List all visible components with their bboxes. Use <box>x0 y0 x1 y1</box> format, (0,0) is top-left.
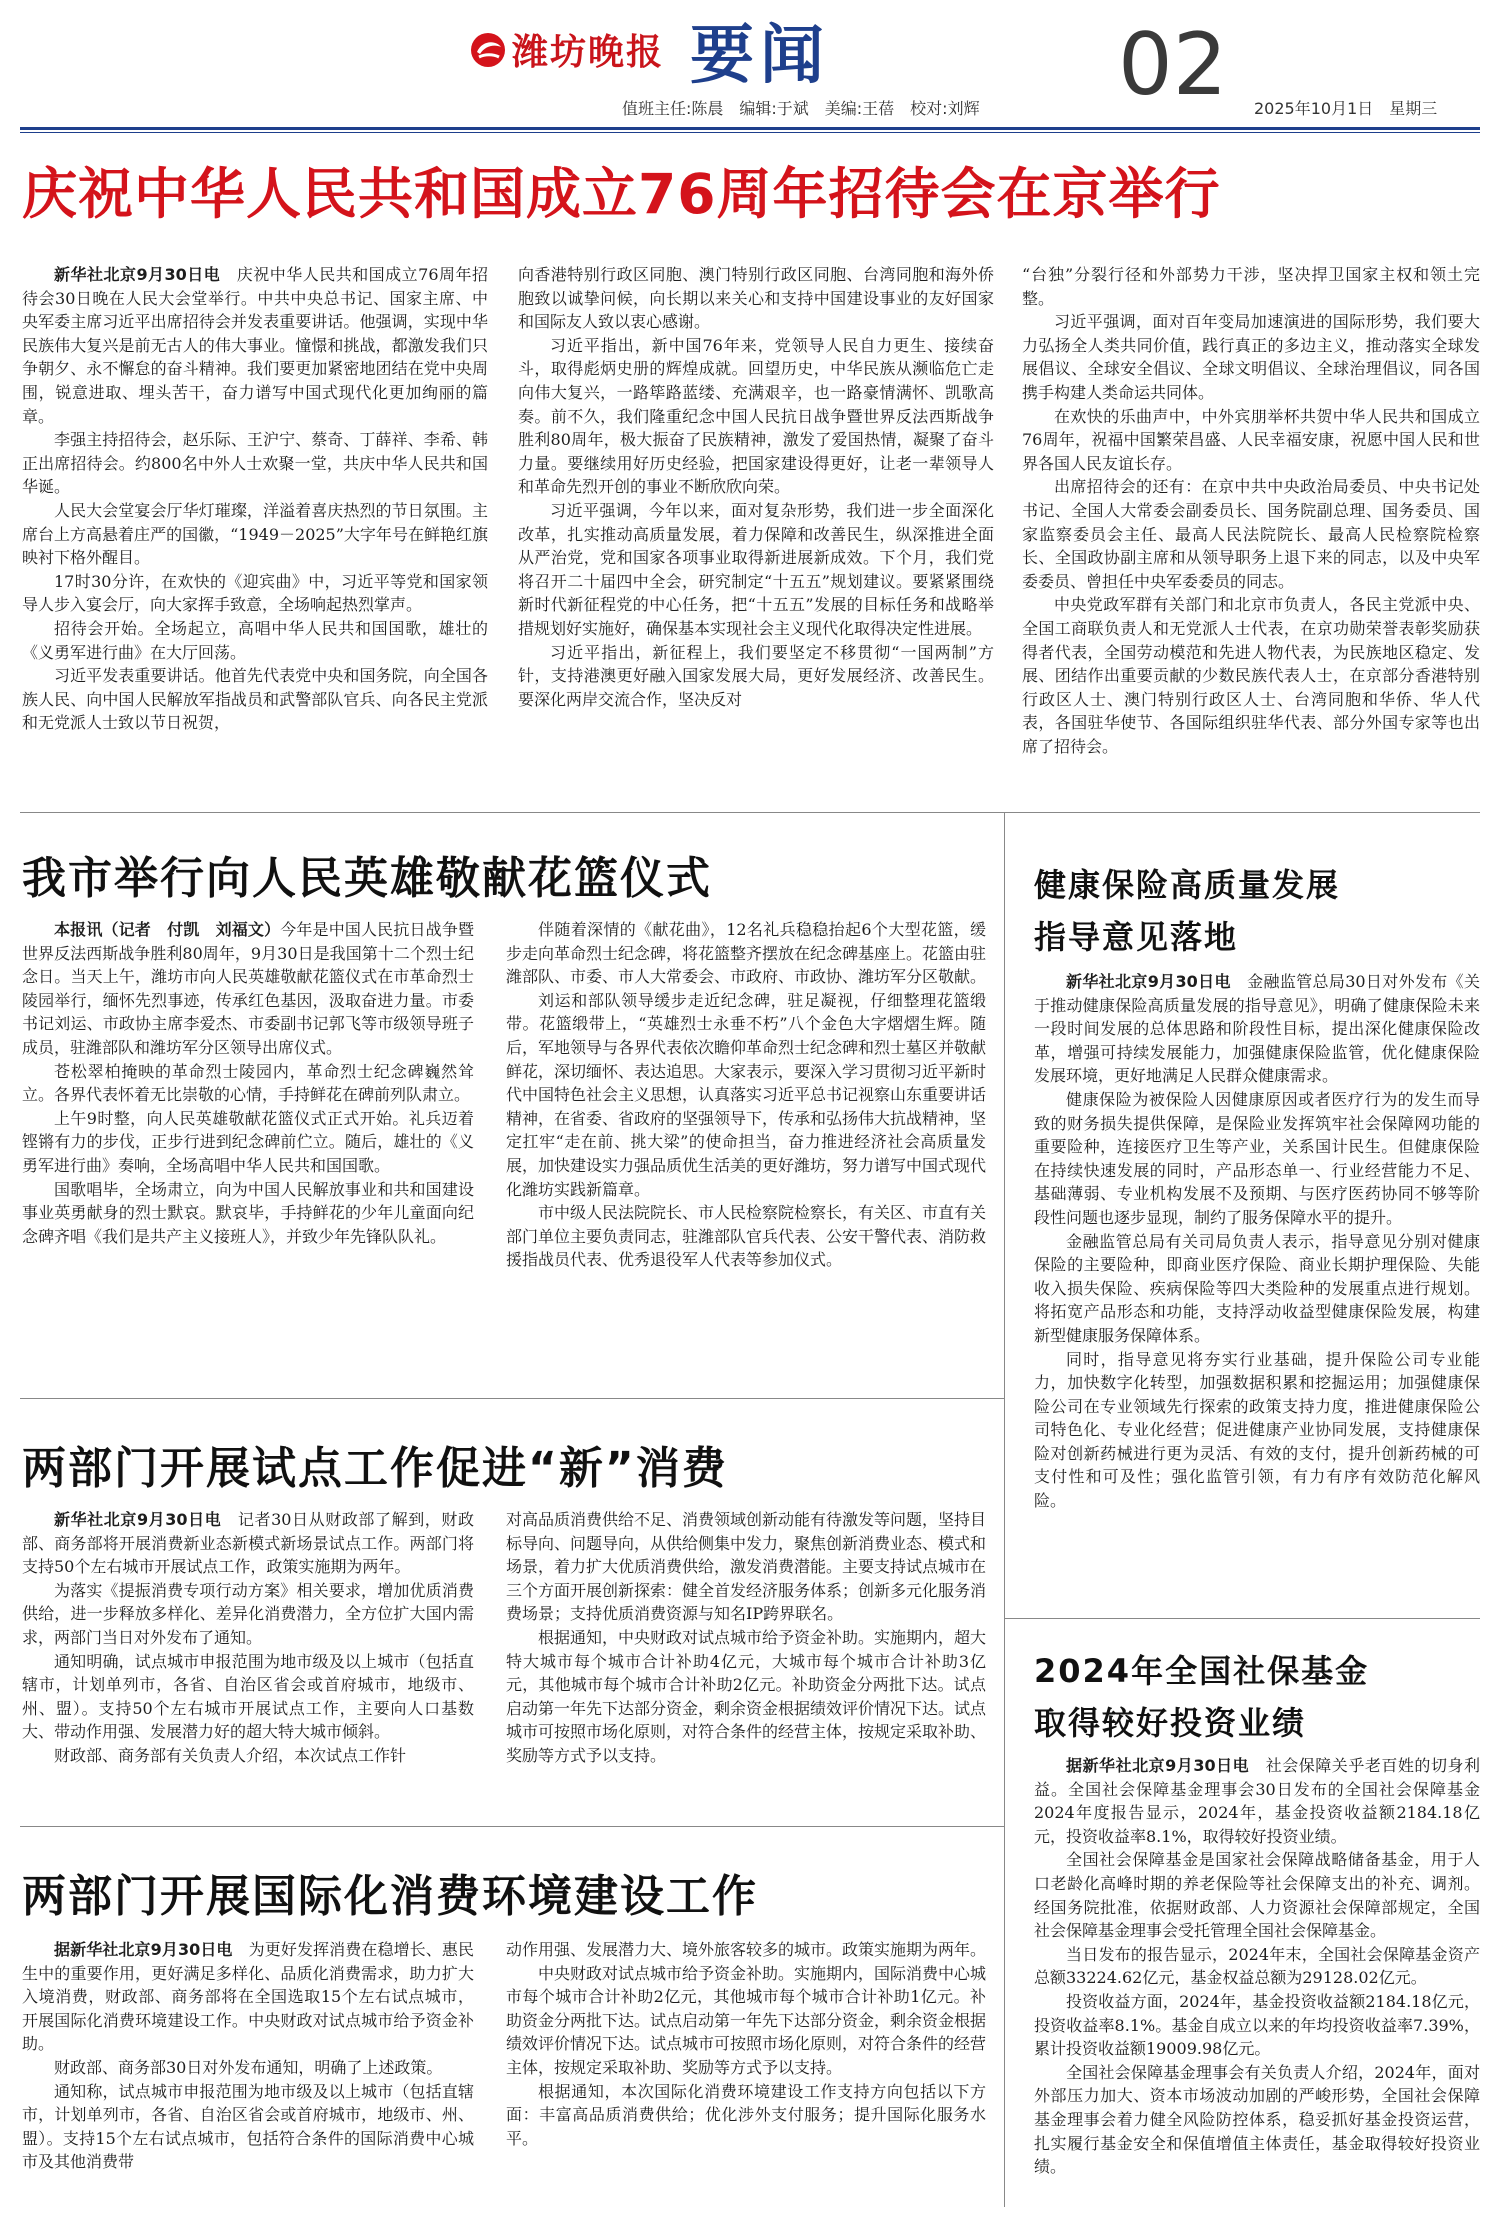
article4-paragraph: 动作用强、发展潜力大、境外旅客较多的城市。政策实施期为两年。 <box>506 1940 986 1959</box>
article6-body <box>1034 1754 1480 2208</box>
article3-paragraph: 为落实《提振消费专项行动方案》相关要求，增加优质消费供给，进一步释放多样化、差异化消费潜力，全方位扩大国内需求，两部门当日对外发布了通知。 <box>22 1580 474 1647</box>
article2-paragraph: 刘运和部队领导缓步走近纪念碑，驻足凝视，仔细整理花篮缎带。花篮缎带上，“英雄烈士永垂不朽”八个金色大字熠熠生辉。随后，军地领导与各界代表依次瞻仰革命烈士纪念碑和烈士墓区并敬献鲜花，深切缅怀、表达追思。大家表示，要深入学习贯彻习近平新时代中国特色社会主义思想，认真落实习近平总书记视察山东重要讲话精神，在省委、省政府的坚强领导下，传承和弘扬伟大抗战精神，坚定扛牢“走在前、挑大梁”的使命担当，奋力推进经济社会高质量发展，加快建设实力强品质优生活美的更好潍坊，努力谱写中国式现代化潍坊实践新篇章。 <box>506 990 986 1199</box>
article1-col3 <box>1022 263 1480 803</box>
article1-paragraph: 习近平指出，新中国76年来，党领导人民自力更生、接续奋斗，取得彪炳史册的辉煌成就。回望历史，中华民族从濒临危亡走向伟大复兴，一路筚路蓝缕、充满艰辛，也一路豪情满怀、凯歌高奏。前不久，我们隆重纪念中国人民抗日战争暨世界反法西斯战争胜利80周年，极大振奋了民族精神，激发了爱国热情，凝聚了奋斗力量。要继续用好历史经验，把国家建设得更好，让老一辈领导人和革命先烈开创的事业不断欣欣向荣。 <box>518 335 994 497</box>
article4-paragraph: 根据通知，本次国际化消费环境建设工作支持方向包括以下方面：丰富高品质消费供给；优化涉外支付服务；提升国际化服务水平。 <box>506 2081 986 2148</box>
article1-paragraph: “台独”分裂行径和外部势力干涉，坚决捍卫国家主权和领土完整。 <box>1022 265 1480 308</box>
column-divider <box>1004 812 1005 2207</box>
article4-paragraph: 通知称，试点城市申报范围为地市级及以上城市（包括直辖市，计划单列市，各省、自治区省会或首府城市，地级市、州、盟）。支持15个左右试点城市，包括符合条件的国际消费中心城市及其他消费带 <box>22 2081 474 2172</box>
article6-paragraph: 据新华社北京9月30日电 社会保障关乎老百姓的切身利益。全国社会保障基金理事会30日发布的全国社会保障基金2024年度报告显示，2024年，基金投资收益额2184.18亿元，投资收益率8.1%，取得较好投资业绩。 <box>1034 1756 1480 1846</box>
article5-body <box>1034 970 1480 1630</box>
section-divider <box>20 1826 1004 1827</box>
article5-headline-line1: 健康保险高质量发展 <box>1034 866 1341 904</box>
page-number: 02 <box>1118 15 1228 115</box>
article5-paragraph: 同时，指导意见将夯实行业基础，提升保险公司专业能力，加快数字化转型，加强数据积累和挖掘运用；加强健康保险公司在专业领域先行探索的政策支持力度，推进健康保险公司特色化、专业化经营；促进健康产业协同发展，支持健康保险对创新药械进行更为灵活、有效的支付，提升创新药械的可支付性和可及性；强化监管引领，有力有序有效防范化解风险。 <box>1034 1349 1480 1511</box>
article6-paragraph: 全国社会保障基金理事会有关负责人介绍，2024年，面对外部压力加大、资本市场波动加剧的严峻形势，全国社会保障基金理事会着力健全风险防控体系，稳妥抓好基金投资运营，扎实履行基金安全和保值增值主体责任，基金取得较好投资业绩。 <box>1034 2062 1480 2177</box>
section-divider <box>1004 1618 1480 1619</box>
article4-col2 <box>506 1938 986 2208</box>
article1-paragraph: 习近平强调，面对百年变局加速演进的国际形势，我们要大力弘扬全人类共同价值，践行真正的多边主义，推动落实全球发展倡议、全球安全倡议、全球文明倡议、全球治理倡议，同各国携手构建人类命运共同体。 <box>1022 312 1480 402</box>
masthead-rule-thin <box>20 132 1480 133</box>
article3-dateline: 新华社北京9月30日电 <box>54 1510 222 1529</box>
article1-paragraph: 在欢快的乐曲声中，中外宾朋举杯共贺中华人民共和国成立76周年，祝福中国繁荣昌盛、人民幸福安康，祝愿中国人民和世界各国人民友谊长存。 <box>1022 406 1480 473</box>
section-divider <box>20 812 1480 813</box>
article4-col1 <box>22 1938 474 2208</box>
editor-credits: 值班主任:陈晨 编辑:于斌 美编:王蓓 校对:刘辉 <box>622 99 980 118</box>
article2-paragraph: 国歌唱毕，全场肃立，向为中国人民解放事业和共和国建设事业英勇献身的烈士默哀。默哀毕，手持鲜花的少年儿童面向纪念碑齐唱《我们是共产主义接班人》，并致少年先锋队队礼。 <box>22 1179 474 1246</box>
article2-paragraph: 本报讯（记者 付凯 刘福文）今年是中国人民抗日战争暨世界反法西斯战争胜利80周年，9月30日是我国第十二个烈士纪念日。当天上午，潍坊市向人民英雄敬献花篮仪式在市革命烈士陵园举行，缅怀先烈事迹，传承红色基因，汲取奋进力量。市委书记刘运、市政协主席李爱杰、市委副书记郭飞等市级领导班子成员，驻潍部队和潍坊军分区领导出席仪式。 <box>22 920 474 1057</box>
article4-paragraph: 财政部、商务部30日对外发布通知，明确了上述政策。 <box>54 2057 443 2077</box>
article2-paragraph: 市中级人民法院院长、市人民检察院检察长，有关区、市直有关部门单位主要负责同志，驻潍部队官兵代表、公安干警代表、消防救援指战员代表、优秀退役军人代表等参加仪式。 <box>506 1203 986 1270</box>
issue-date: 2025年10月1日 星期三 <box>1254 99 1438 118</box>
article4-paragraph: 中央财政对试点城市给予资金补助。实施期内，国际消费中心城市每个城市合计补助2亿元，其他城市每个城市合计补助1亿元。补助资金分两批下达。试点启动第一年先下达部分资金，剩余资金根据绩效评价情况下达。试点城市可按照市场化原则，对符合条件的经营主体，按规定采取补助、奖励等方式予以支持。 <box>506 1963 986 2077</box>
article3-paragraph: 财政部、商务部有关负责人介绍，本次试点工作针 <box>54 1745 407 1765</box>
article4-dateline: 据新华社北京9月30日电 <box>54 1940 233 1959</box>
masthead <box>0 0 1500 140</box>
article1-dateline: 新华社北京9月30日电 <box>54 265 221 284</box>
article6-headline-line2: 取得较好投资业绩 <box>1034 1704 1307 1742</box>
article5-paragraph: 健康保险为被保险人因健康原因或者医疗行为的发生而导致的财务损失提供保障，是保险业发挥筑牢社会保障网功能的重要险种，连接医疗卫生等产业，关系国计民生。但健康保险在持续快速发展的同时，产品形态单一、行业经营能力不足、基础薄弱、专业机构发展不及预期、与医疗医药协同不够等阶段性问题也逐步显现，制约了服务保障水平的提升。 <box>1034 1089 1480 1227</box>
article6-headline-line1: 2024年全国社保基金 <box>1034 1652 1370 1690</box>
article2-paragraph: 伴随着深情的《献花曲》，12名礼兵稳稳抬起6个大型花篮，缓步走向革命烈士纪念碑，将花篮整齐摆放在纪念碑基座上。花篮由驻潍部队、市委、市人大常委会、市政府、市政协、潍坊军分区敬献。 <box>506 920 986 987</box>
article1-paragraph: 人民大会堂宴会厅华灯璀璨，洋溢着喜庆热烈的节日氛围。主席台上方高悬着庄严的国徽，“1949－2025”大字年号在鲜艳红旗映衬下格外醒目。 <box>22 500 488 568</box>
article4-headline: 两部门开展国际化消费环境建设工作 <box>22 1871 758 1922</box>
article2-paragraph: 苍松翠柏掩映的革命烈士陵园内，革命烈士纪念碑巍然耸立。各界代表怀着无比崇敬的心情，手持鲜花在碑前列队肃立。 <box>22 1061 474 1105</box>
article1-paragraph: 李强主持招待会，赵乐际、王沪宁、蔡奇、丁薛祥、李希、韩正出席招待会。约800名中外人士欢聚一堂，共庆中华人民共和国华诞。 <box>22 430 488 497</box>
article6-paragraph: 当日发布的报告显示，2024年末，全国社会保障基金资产总额33224.62亿元，基金权益总额为29128.02亿元。 <box>1034 1944 1480 1988</box>
article5-dateline: 新华社北京9月30日电 <box>1066 972 1231 991</box>
newspaper-logo-icon <box>468 30 508 70</box>
article3-paragraph: 根据通知，中央财政对试点城市给予资金补助。实施期内，超大特大城市每个城市合计补助4亿元，大城市每个城市合计补助3亿元，其他城市每个城市合计补助2亿元。补助资金分两批下达。试点启动第一年先下达部分资金，剩余资金根据绩效评价情况下达。试点城市可按照市场化原则，对符合条件的经营主体，按规定采取补助、奖励等方式予以支持。 <box>506 1627 986 1765</box>
article1-paragraph: 中央党政军群有关部门和北京市负责人，各民主党派中央、全国工商联负责人和无党派人士代表，在京功勋荣誉表彰奖励获得者代表，全国劳动模范和先进人物代表，为民族地区稳定、发展、团结作出重要贡献的少数民族代表人士，在京部分香港特别行政区人士、澳门特别行政区人士、台湾同胞和华侨、华人代表，各国驻华使节、各国际组织驻华代表、部分外国专家等也出席了招待会。 <box>1022 595 1480 756</box>
article2-paragraph: 上午9时整，向人民英雄敬献花篮仪式正式开始。礼兵迈着铿锵有力的步伐，正步行进到纪念碑前伫立。随后，雄壮的《义勇军进行曲》奏响，全场高唱中华人民共和国国歌。 <box>22 1108 474 1175</box>
article2-col2 <box>506 918 986 1388</box>
article6-paragraph: 全国社会保障基金是国家社会保障战略储备基金，用于人口老龄化高峰时期的养老保险等社会保障支出的补充、调剂。经国务院批准，依据财政部、人力资源社会保障部规定，全国社会保障基金理事会受托管理全国社会保障基金。 <box>1034 1850 1480 1941</box>
article3-headline: 两部门开展试点工作促进“新”消费 <box>22 1443 728 1494</box>
article3-col2 <box>506 1508 986 1808</box>
article1-paragraph: 习近平指出，新征程上，我们要坚定不移贯彻“一国两制”方针，支持港澳更好融入国家发展大局，更好发展经济、改善民生。要深化两岸交流合作，坚决反对 <box>518 642 994 709</box>
lead-headline: 庆祝中华人民共和国成立76周年招待会在京举行 <box>22 162 1221 226</box>
article1-paragraph: 向香港特别行政区同胞、澳门特别行政区同胞、台湾同胞和海外侨胞致以诚挚问候，向长期以来关心和支持中国建设事业的友好国家和国际友人致以衷心感谢。 <box>518 265 994 332</box>
article3-col1 <box>22 1508 474 1808</box>
section-title: 要闻 <box>690 18 830 93</box>
article3-paragraph: 对高品质消费供给不足、消费领域创新动能有待激发等问题，坚持目标导向、问题导向，从供给侧集中发力，聚焦创新消费业态、模式和场景，着力扩大优质消费供给，激发消费潜能。主要支持试点城市在三个方面开展创新探索：健全首发经济服务体系；创新多元化服务消费场景；支持优质消费资源与知名IP跨界联名。 <box>506 1510 986 1624</box>
article3-paragraph: 通知明确，试点城市申报范围为地市级及以上城市（包括直辖市，计划单列市，各省、自治区省会或首府城市，地级市、州、盟）。支持50个左右城市开展试点工作，主要向人口基数大、带动作用强、发展潜力好的超大特大城市倾斜。 <box>22 1651 474 1742</box>
article6-paragraph: 投资收益方面，2024年，基金投资收益额2184.18亿元，投资收益率8.1%。基金自成立以来的年均投资收益率7.39%，累计投资收益额19009.98亿元。 <box>1034 1991 1480 2059</box>
article1-paragraph: 新华社北京9月30日电 庆祝中华人民共和国成立76周年招待会30日晚在人民大会堂举行。中共中央总书记、国家主席、中央军委主席习近平出席招待会并发表重要讲话。他强调，实现中华民族伟大复兴是前无古人的伟大事业。憧憬和挑战，都激发我们只争朝夕、永不懈怠的奋斗精神。我们要更加紧密地团结在党中央周围，锐意进取、埋头苦干，奋力谱写中国式现代化更加绚丽的篇章。 <box>22 265 488 426</box>
article1-paragraph: 招待会开始。全场起立，高唱中华人民共和国国歌，雄壮的《义勇军进行曲》在大厅回荡。 <box>22 618 488 662</box>
masthead-rule <box>20 127 1480 130</box>
article2-headline: 我市举行向人民英雄敬献花篮仪式 <box>22 853 712 904</box>
article4-paragraph: 据新华社北京9月30日电 为更好发挥消费在稳增长、惠民生中的重要作用，更好满足多样化、品质化消费需求，助力扩大入境消费，财政部、商务部将在全国选取15个左右试点城市，开展国际化消费环境建设工作。中央财政对试点城市给予资金补助。 <box>22 1940 474 2054</box>
article1-paragraph: 习近平发表重要讲话。他首先代表党中央和国务院，向全国各族人民、向中国人民解放军指战员和武警部队官兵、向各民主党派和无党派人士致以节日祝贺， <box>22 666 488 733</box>
section-divider <box>20 1398 1004 1399</box>
article2-dateline: 本报讯（记者 付凯 刘福文） <box>54 920 281 939</box>
article1-col1 <box>22 263 488 803</box>
newspaper-logo-text: 潍坊晚报 <box>512 32 665 73</box>
article1-paragraph: 17时30分许，在欢快的《迎宾曲》中，习近平等党和国家领导人步入宴会厅，向大家挥手致意，全场响起热烈掌声。 <box>22 571 488 615</box>
article5-paragraph: 金融监管总局有关司局负责人表示，指导意见分别对健康保险的主要险种，即商业医疗保险、商业长期护理保险、失能收入损失保险、疾病保险等四大类险种的发展重点进行规划。将拓宽产品形态和功能，支持浮动收益型健康保险发展，构建新型健康服务保障体系。 <box>1034 1231 1480 1345</box>
article1-paragraph: 出席招待会的还有：在京中共中央政治局委员、中央书记处书记、全国人大常委会副委员长、国务院副总理、国务委员、国家监察委员会主任、最高人民法院院长、最高人民检察院检察长、全国政协副主席和从领导职务上退下来的同志，以及中央军委委员、曾担任中央军委委员的同志。 <box>1022 477 1480 591</box>
article5-headline-line2: 指导意见落地 <box>1034 918 1239 956</box>
article6-dateline: 据新华社北京9月30日电 <box>1066 1756 1250 1775</box>
article5-paragraph: 新华社北京9月30日电 金融监管总局30日对外发布《关于推动健康保险高质量发展的指导意见》，明确了健康保险未来一段时间发展的总体思路和阶段性目标，提出深化健康保险改革，增强可持续发展能力，加强健康保险监管，优化健康保险发展环境，更好地满足人民群众健康需求。 <box>1034 972 1480 1086</box>
article1-paragraph: 习近平强调，今年以来，面对复杂形势，我们进一步全面深化改革，扎实推动高质量发展，着力保障和改善民生，纵深推进全面从严治党，党和国家各项事业取得新进展新成效。下个月，我们党将召开二十届四中全会，研究制定“十五五”规划建议。要紧紧围绕新时代新征程党的中心任务，把“十五五”发展的目标任务和战略举措规划好实施好，确保基本实现社会主义现代化取得决定性进展。 <box>518 500 994 638</box>
article1-col2 <box>518 263 994 803</box>
article3-paragraph: 新华社北京9月30日电 记者30日从财政部了解到，财政部、商务部将开展消费新业态新模式新场景试点工作。两部门将支持50个左右城市开展试点工作，政策实施期为两年。 <box>22 1510 474 1577</box>
article2-col1 <box>22 918 474 1388</box>
